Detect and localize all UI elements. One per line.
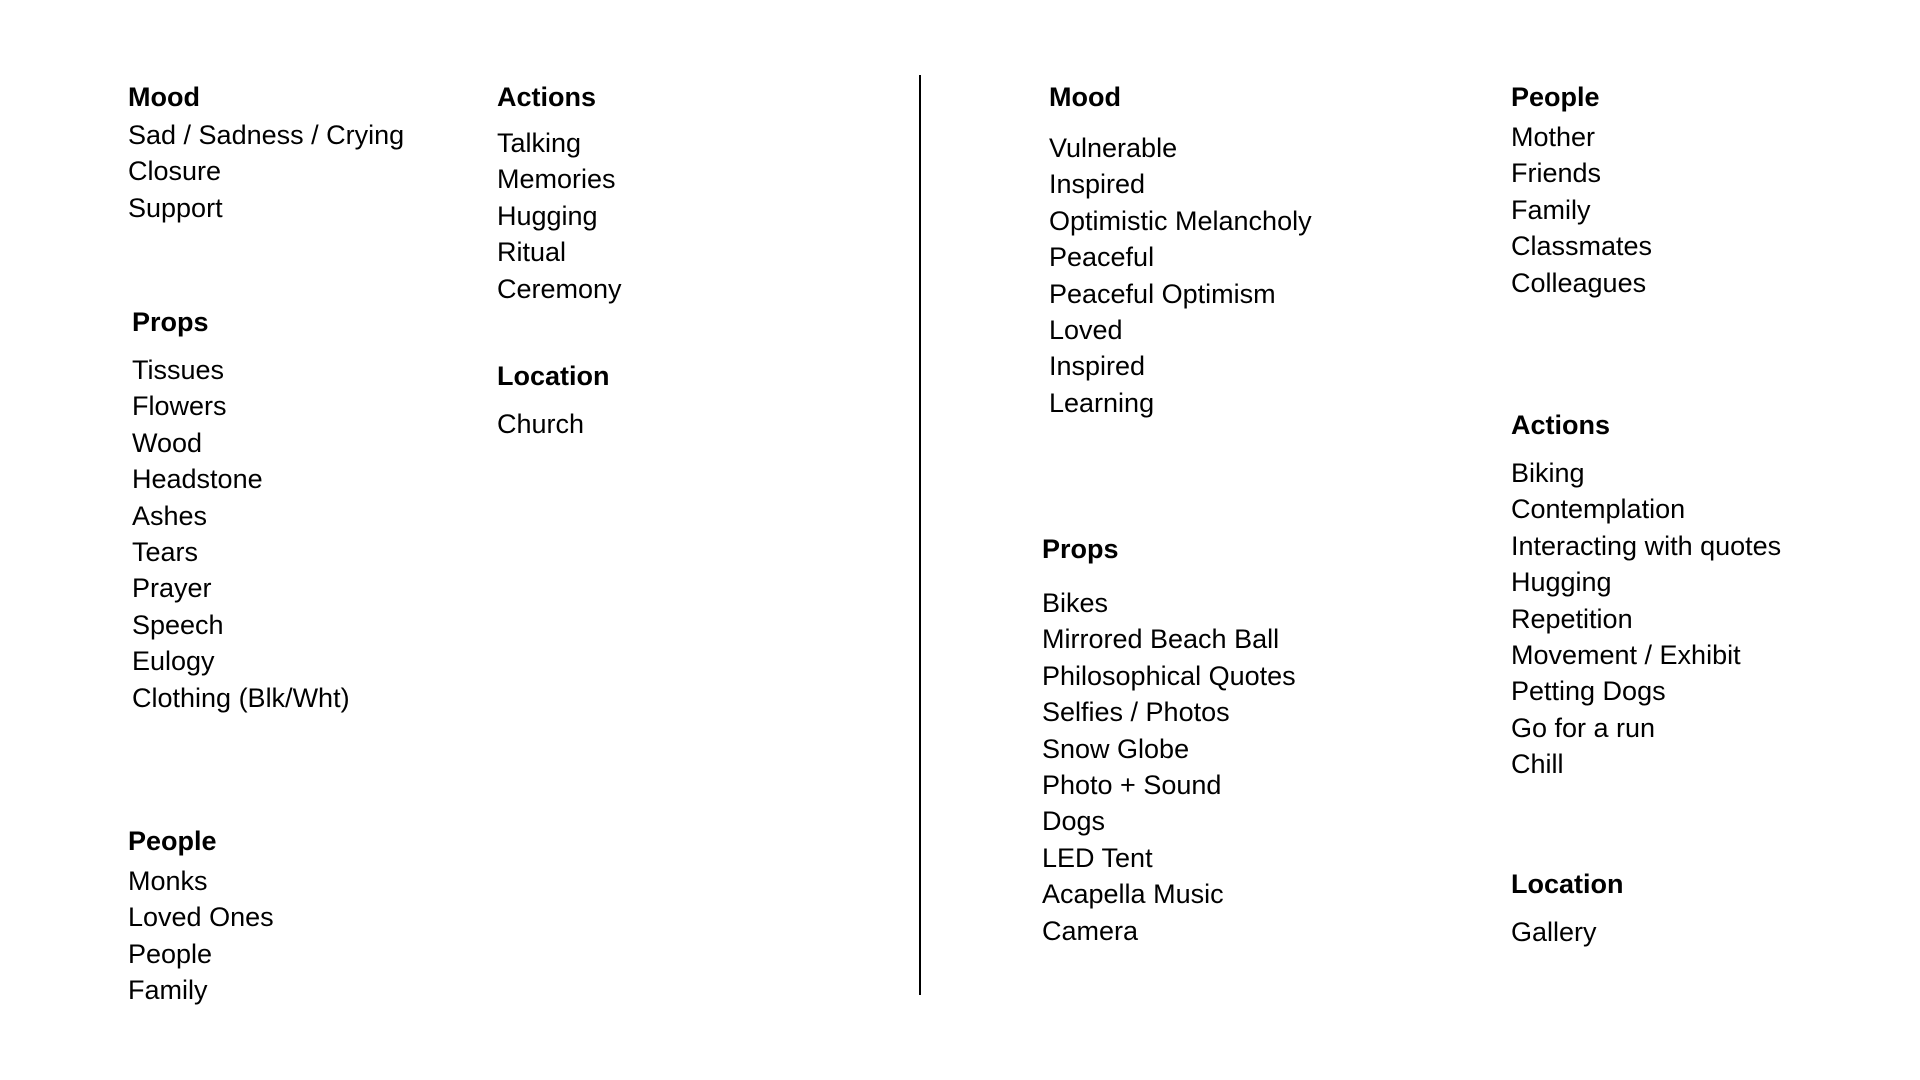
list-item: Learning xyxy=(1049,387,1155,418)
right-actions-section xyxy=(1511,409,1781,783)
left-location-heading: Location xyxy=(497,361,610,391)
left-people-heading: People xyxy=(128,826,217,856)
left-people-section xyxy=(128,825,274,1009)
list-item: Family xyxy=(128,975,208,1006)
list-item: Snow Globe xyxy=(1042,733,1190,764)
list-item: Church xyxy=(497,409,585,439)
list-item: Classmates xyxy=(1511,231,1653,262)
right-mood-list xyxy=(1049,130,1312,421)
list-item: Contemplation xyxy=(1511,494,1686,525)
list-item: Selfies / Photos xyxy=(1042,697,1230,728)
list-item: Loved xyxy=(1049,315,1123,346)
list-item: Support xyxy=(128,192,223,223)
list-item: Colleagues xyxy=(1511,267,1647,298)
left-props-heading: Props xyxy=(132,307,209,337)
left-people-list xyxy=(128,863,274,1009)
list-item: Prayer xyxy=(132,573,212,604)
list-item: Chill xyxy=(1511,749,1564,780)
list-item: Closure xyxy=(128,156,222,187)
list-item: Bikes xyxy=(1042,588,1109,618)
right-props-list xyxy=(1042,585,1296,949)
list-item: Go for a run xyxy=(1511,712,1656,743)
list-item: Peaceful xyxy=(1049,242,1155,273)
right-actions-heading: Actions xyxy=(1511,410,1611,440)
right-location-list xyxy=(1511,914,1624,950)
right-people-section xyxy=(1511,81,1652,301)
left-props-section xyxy=(132,306,350,716)
left-actions-section xyxy=(497,81,622,307)
list-item: Optimistic Melancholy xyxy=(1049,205,1312,236)
right-mood-heading: Mood xyxy=(1049,82,1121,112)
list-item: Mirrored Beach Ball xyxy=(1042,624,1280,655)
list-item: Headstone xyxy=(132,464,263,495)
left-actions-heading: Actions xyxy=(497,82,597,112)
left-mood-heading: Mood xyxy=(128,82,200,112)
list-item: Photo + Sound xyxy=(1042,770,1222,801)
list-item: Family xyxy=(1511,194,1591,225)
list-item: Tissues xyxy=(132,355,225,385)
left-props-list xyxy=(132,352,350,716)
right-location-heading: Location xyxy=(1511,869,1624,899)
list-item: Peaceful Optimism xyxy=(1049,278,1276,309)
list-item: Biking xyxy=(1511,458,1585,488)
list-item: Tears xyxy=(132,537,199,568)
list-item: Mother xyxy=(1511,122,1596,152)
list-item: Ashes xyxy=(132,500,208,531)
left-mood-section xyxy=(128,81,404,226)
list-item: Speech xyxy=(132,609,224,640)
list-item: People xyxy=(128,938,213,969)
list-item: LED Tent xyxy=(1042,842,1153,873)
list-item: Camera xyxy=(1042,915,1139,946)
vertical-divider xyxy=(919,75,921,995)
list-item: Ritual xyxy=(497,237,567,268)
list-item: Repetition xyxy=(1511,603,1633,634)
list-item: Sad / Sadness / Crying xyxy=(128,120,405,150)
list-item: Hugging xyxy=(497,200,598,231)
right-props-section xyxy=(1042,533,1296,949)
right-actions-list xyxy=(1511,455,1781,783)
right-mood-section xyxy=(1049,81,1312,421)
list-item: Memories xyxy=(497,164,616,195)
list-item: Monks xyxy=(128,866,208,896)
list-item: Interacting with quotes xyxy=(1511,530,1782,561)
list-item: Talking xyxy=(497,128,582,158)
list-item: Eulogy xyxy=(132,646,215,677)
right-people-list xyxy=(1511,119,1652,301)
right-people-heading: People xyxy=(1511,82,1600,112)
list-item: Inspired xyxy=(1049,169,1146,200)
list-item: Gallery xyxy=(1511,917,1597,947)
right-props-heading: Props xyxy=(1042,534,1119,564)
list-item: Loved Ones xyxy=(128,902,274,933)
list-item: Philosophical Quotes xyxy=(1042,660,1296,691)
list-item: Dogs xyxy=(1042,806,1106,837)
list-item: Clothing (Blk/Wht) xyxy=(132,682,350,713)
list-item: Movement / Exhibit xyxy=(1511,640,1741,671)
left-mood-list xyxy=(128,117,404,226)
right-location-section xyxy=(1511,868,1624,950)
list-item: Friends xyxy=(1511,158,1602,189)
left-location-list xyxy=(497,406,610,442)
list-item: Vulnerable xyxy=(1049,133,1178,163)
list-item: Acapella Music xyxy=(1042,879,1224,910)
list-item: Inspired xyxy=(1049,351,1146,382)
list-item: Petting Dogs xyxy=(1511,676,1666,707)
left-actions-list xyxy=(497,125,622,307)
list-item: Wood xyxy=(132,427,203,458)
list-item: Flowers xyxy=(132,391,227,422)
list-item: Hugging xyxy=(1511,567,1612,598)
left-location-section xyxy=(497,360,610,442)
list-item: Ceremony xyxy=(497,273,622,304)
